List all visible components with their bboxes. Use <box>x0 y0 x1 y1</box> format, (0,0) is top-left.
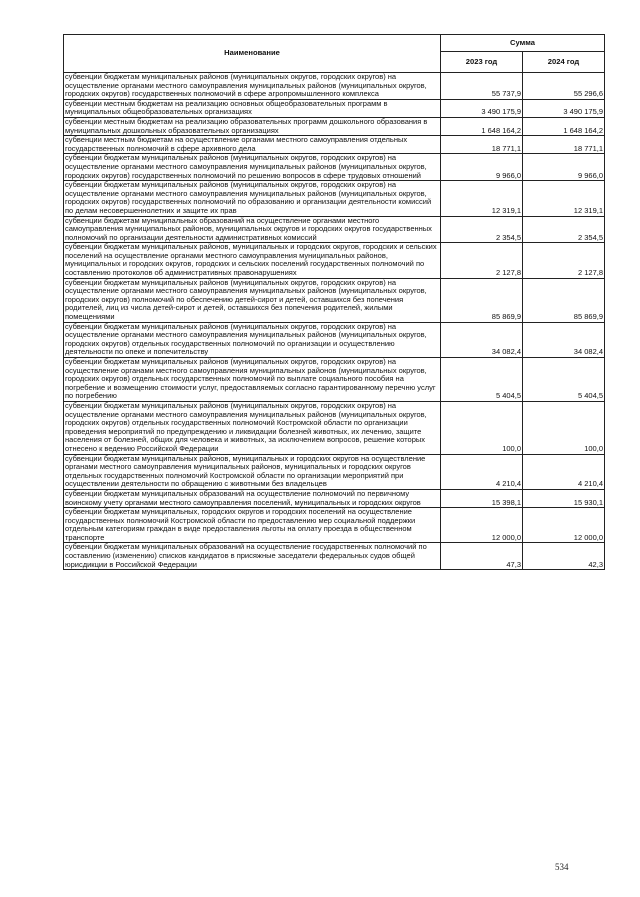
row-name: субвенции бюджетам муниципальных районов (муниципальных округов, городских округов) на осуществление органами местного самоуправления муниципальных районов (муниципальных округов, городских округов) государственных полномочий в сфере агропромышленного комплекса <box>64 73 441 100</box>
row-amount-2024: 2 127,8 <box>523 243 605 278</box>
table-row <box>64 489 605 507</box>
row-amount-2023: 12 319,1 <box>441 181 523 216</box>
row-amount-2024: 85 869,9 <box>523 278 605 322</box>
row-name: субвенции бюджетам муниципальных районов (муниципальных округов, городских округов) на осуществление органами местного самоуправления муниципальных районов (муниципальных округов, городских округов) отдельных государственных полномочий Костромской области по организации проведения мероприятий по предупреждению и ликвидации болезней животных, их лечению, защите населения от болезней, общих для человека и животных, за исключением вопросов, решение которых отнесено к ведению Российской Федерации <box>64 401 441 454</box>
row-name: субвенции бюджетам муниципальных районов (муниципальных округов, городских округов) на осуществление органами местного самоуправления муниципальных районов (муниципальных округов, городских округов) отдельных государственных полномочий по выплате социального пособия на погребение и возмещению стоимости услуг, предоставляемых согласно гарантированному перечню услуг по погребению <box>64 358 441 402</box>
row-amount-2024: 12 319,1 <box>523 181 605 216</box>
header-sum: Сумма <box>441 35 605 52</box>
row-name: субвенции бюджетам муниципальных районов, муниципальных и городских округов, городских и сельских поселений на осуществление органами местного самоуправления муниципальных районов, муниципальных и городских округов, городских и сельских поселений государственных полномочий по составлению протоколов об административных правонарушениях <box>64 243 441 278</box>
row-amount-2023: 15 398,1 <box>441 489 523 507</box>
row-amount-2023: 47,3 <box>441 543 523 570</box>
page-number: 534 <box>555 862 569 872</box>
row-name: субвенции бюджетам муниципальных образований на осуществление органами местного самоуправления муниципальных районов, муниципальных округов и городских округов государственных полномочий по организации деятельности административных комиссий <box>64 216 441 243</box>
row-name: субвенции местным бюджетам на осуществление органами местного самоуправления отдельных государственных полномочий в сфере архивного дела <box>64 136 441 154</box>
row-amount-2023: 2 127,8 <box>441 243 523 278</box>
row-amount-2024: 9 966,0 <box>523 154 605 181</box>
header-year-2024: 2024 год <box>523 52 605 73</box>
row-name: субвенции бюджетам муниципальных районов (муниципальных округов, городских округов) на осуществление органами местного самоуправления муниципальных районов (муниципальных округов, городских округов) отдельных государственных полномочий по организации и осуществлению деятельности по опеке и попечительству <box>64 322 441 357</box>
table-row <box>64 401 605 454</box>
table-body <box>64 73 605 570</box>
row-amount-2023: 9 966,0 <box>441 154 523 181</box>
table-row <box>64 181 605 216</box>
row-amount-2024: 34 082,4 <box>523 322 605 357</box>
row-name: субвенции бюджетам муниципальных районов (муниципальных округов, городских округов) на осуществление органами местного самоуправления муниципальных районов (муниципальных округов, городских округов) полномочий по обеспечению детей-сирот и детей, оставшихся без попечения родителей, лиц из числа детей-сирот и детей, оставшихся без попечения родителей, жилыми помещениями <box>64 278 441 322</box>
row-amount-2023: 1 648 164,2 <box>441 117 523 135</box>
row-amount-2023: 3 490 175,9 <box>441 99 523 117</box>
row-amount-2023: 34 082,4 <box>441 322 523 357</box>
row-amount-2023: 55 737,9 <box>441 73 523 100</box>
table-row <box>64 543 605 570</box>
table-row <box>64 278 605 322</box>
table-row <box>64 454 605 489</box>
row-name: субвенции местным бюджетам на реализацию основных общеобразовательных программ в муниципальных общеобразовательных организациях <box>64 99 441 117</box>
row-amount-2023: 85 869,9 <box>441 278 523 322</box>
table-row <box>64 136 605 154</box>
header-name: Наименование <box>64 35 441 73</box>
row-amount-2023: 4 210,4 <box>441 454 523 489</box>
table-row <box>64 73 605 100</box>
row-name: субвенции бюджетам муниципальных районов, муниципальных и городских округов на осуществление органами местного самоуправления муниципальных районов, муниципальных и городских округов отдельных государственных полномочий Костромской области по организации мероприятий при осуществлении деятельности по обращению с животными без владельцев <box>64 454 441 489</box>
row-amount-2024: 15 930,1 <box>523 489 605 507</box>
row-amount-2024: 4 210,4 <box>523 454 605 489</box>
table-row <box>64 154 605 181</box>
table-row <box>64 117 605 135</box>
row-amount-2024: 3 490 175,9 <box>523 99 605 117</box>
row-amount-2024: 100,0 <box>523 401 605 454</box>
row-amount-2024: 5 404,5 <box>523 358 605 402</box>
row-amount-2023: 100,0 <box>441 401 523 454</box>
table-row <box>64 99 605 117</box>
table-row <box>64 508 605 543</box>
table-row <box>64 322 605 357</box>
row-amount-2023: 18 771,1 <box>441 136 523 154</box>
row-name: субвенции бюджетам муниципальных районов (муниципальных округов, городских округов) на осуществление органами местного самоуправления муниципальных районов (муниципальных округов, городских округов) государственных полномочий по решению вопросов в сфере трудовых отношений <box>64 154 441 181</box>
row-name: субвенции бюджетам муниципальных, городских округов и городских поселений на осуществление государственных полномочий Костромской области по предоставлению мер социальной поддержки отдельным категориям граждан в виде предоставления льготы на оплату проезда в общественном транспорте <box>64 508 441 543</box>
row-amount-2024: 2 354,5 <box>523 216 605 243</box>
row-name: субвенции бюджетам муниципальных образований на осуществление государственных полномочий по составлению (изменению) списков кандидатов в присяжные заседатели федеральных судов общей юрисдикции в Российской Федерации <box>64 543 441 570</box>
row-name: субвенции бюджетам муниципальных районов (муниципальных округов, городских округов) на осуществление органами местного самоуправления муниципальных районов (муниципальных округов, городских округов) государственных полномочий по образованию и организации деятельности комиссий по делам несовершеннолетних и защите их прав <box>64 181 441 216</box>
row-amount-2024: 1 648 164,2 <box>523 117 605 135</box>
header-year-2023: 2023 год <box>441 52 523 73</box>
row-amount-2023: 2 354,5 <box>441 216 523 243</box>
row-amount-2024: 18 771,1 <box>523 136 605 154</box>
table-row <box>64 216 605 243</box>
row-name: субвенции бюджетам муниципальных образований на осуществление полномочий по первичному воинскому учету органами местного самоуправления поселений, муниципальных и городских округов <box>64 489 441 507</box>
budget-table <box>63 34 605 570</box>
table-row <box>64 243 605 278</box>
row-amount-2023: 12 000,0 <box>441 508 523 543</box>
row-amount-2024: 12 000,0 <box>523 508 605 543</box>
table-header <box>64 35 605 73</box>
row-name: субвенции местным бюджетам на реализацию образовательных программ дошкольного образования в муниципальных дошкольных образовательных организациях <box>64 117 441 135</box>
table-row <box>64 358 605 402</box>
row-amount-2024: 55 296,6 <box>523 73 605 100</box>
row-amount-2023: 5 404,5 <box>441 358 523 402</box>
row-amount-2024: 42,3 <box>523 543 605 570</box>
